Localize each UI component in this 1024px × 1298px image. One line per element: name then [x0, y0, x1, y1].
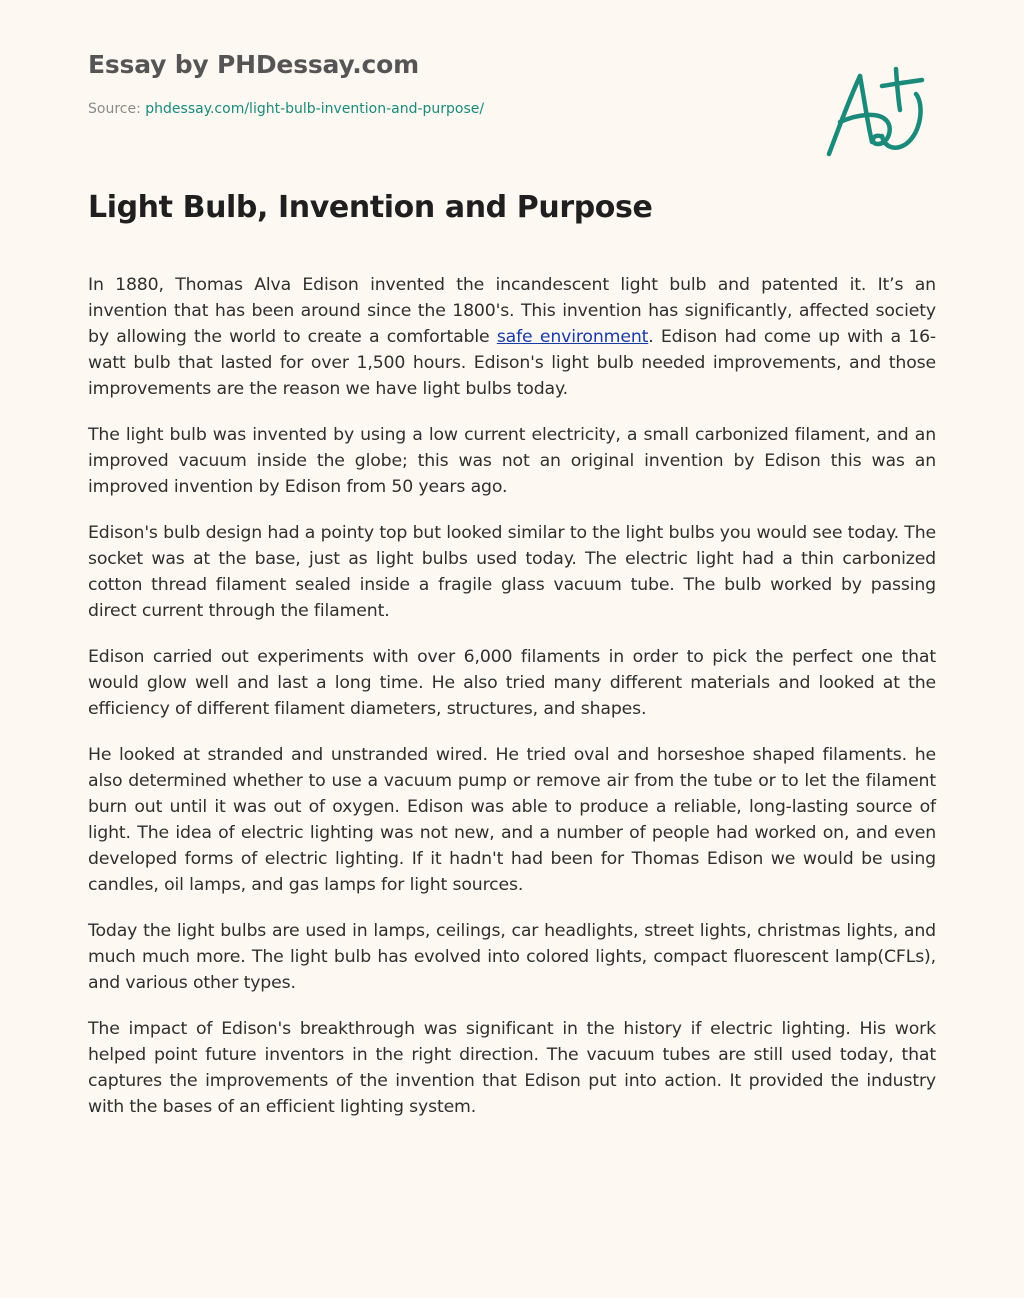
essay-paragraph-4: Edison carried out experiments with over 6,000 filaments in order to pick the perfect one that would glow well and last a long time. He also tried many different materials and looked at the efficiency of different filament diameters, structures, and shapes.: [88, 647, 936, 719]
essay-paragraph-1: [88, 272, 936, 402]
a-plus-logo-icon: [820, 62, 930, 162]
essay-paragraph-7: The impact of Edison's breakthrough was significant in the history if electric lighting. His work helped point future inventors in the right direction. The vacuum tubes are still used today, that captures the improvements of the invention that Edison put into action. It provided the industry with the bases of an efficient lighting system.: [88, 1019, 936, 1117]
source-label: Source:: [88, 101, 141, 117]
essay-paragraph-6: Today the light bulbs are used in lamps, ceilings, car headlights, street lights, christmas lights, and much much more. The light bulb has evolved into colored lights, compact fluorescent lamp(CFLs), and various other types.: [88, 921, 936, 993]
essay-paragraph-5: He looked at stranded and unstranded wired. He tried oval and horseshoe shaped filaments. he also determined whether to use a vacuum pump or remove air from the tube or to let the filament burn out until it was out of oxygen. Edison was able to produce a reliable, long-lasting source of light. The idea of electric lighting was not new, and a number of people had worked on, and even developed forms of electric lighting. If it hadn't had been for Thomas Edison we would be using candles, oil lamps, and gas lamps for light sources.: [88, 745, 936, 895]
source-line: [88, 101, 484, 117]
site-title: Essay by PHDessay.com: [88, 50, 419, 79]
paragraph-text: . Edison had come up with a 16-watt bulb that lasted for over 1,500 hours. Edison's light bulb needed improvements, and those improvements are the reason we have light bulbs today.: [88, 327, 937, 399]
a-plus-logo: [820, 62, 930, 162]
essay-title: Light Bulb, Invention and Purpose: [88, 190, 653, 225]
safe-environment-link[interactable]: safe environment: [496, 327, 649, 347]
essay-paragraph-2: The light bulb was invented by using a low current electricity, a small carbonized filament, and an improved vacuum inside the globe; this was not an original invention by Edison this was an improved invention by Edison from 50 years ago.: [88, 425, 936, 497]
essay-body: [88, 272, 936, 1140]
source-link[interactable]: phdessay.com/light-bulb-invention-and-purpose/: [145, 101, 485, 117]
essay-paragraph-3: Edison's bulb design had a pointy top but looked similar to the light bulbs you would see today. The socket was at the base, just as light bulbs used today. The electric light had a thin carbonized cotton thread filament sealed inside a fragile glass vacuum tube. The bulb worked by passing direct current through the filament.: [88, 523, 936, 621]
paragraph-text: In 1880, Thomas Alva Edison invented the incandescent light bulb and patented it. It’s an invention that has been around since the 1800's. This invention has significantly, affected society by allowing the world to create a comfortable: [88, 275, 936, 347]
